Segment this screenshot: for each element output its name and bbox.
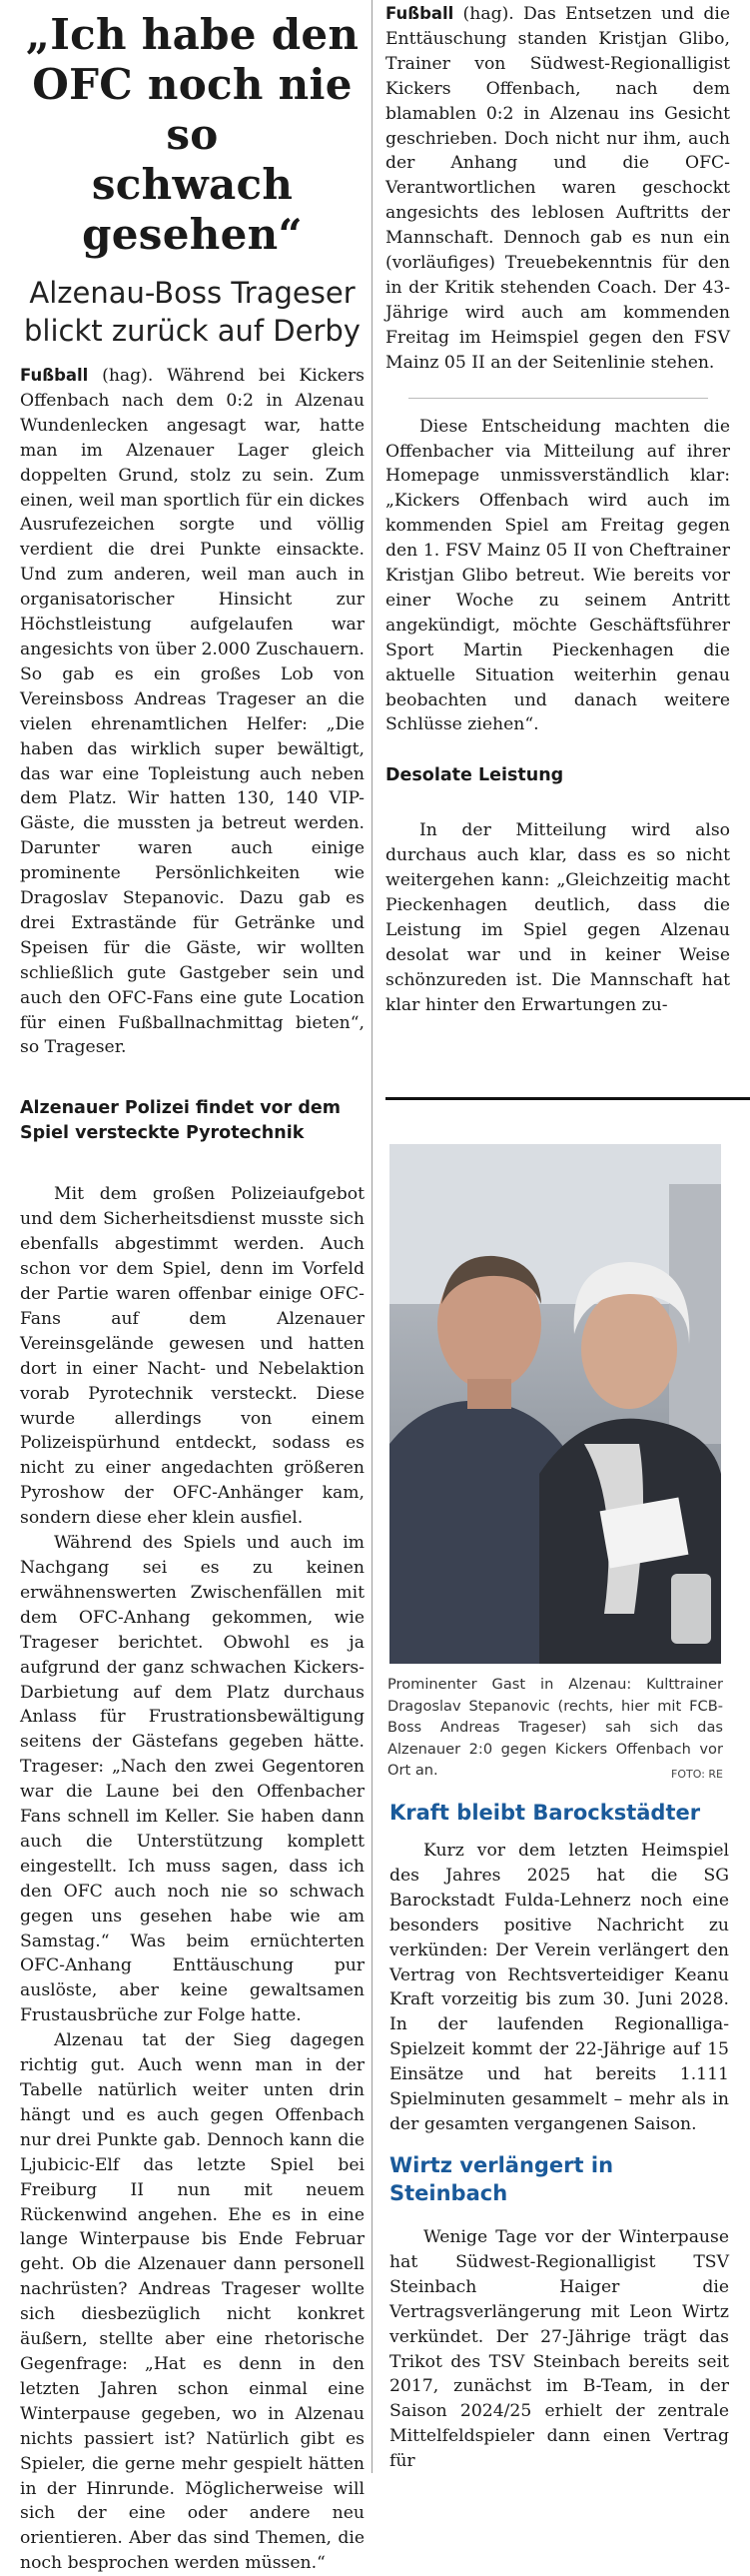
body-paragraph-3: Alzenau tat der Sieg dagegen richtig gut. Auch wenn man in der Tabelle natürlich weiter unten drin hängt und es auch gegen Offenbach nur drei Punkte gab. Dennoch kann die Ljubicic-Elf das letzte Spiel bei Freiburg II nun mit neuem Rückenwind angehen. Ehe es in eine lange Winterpause bis Ende Februar geht. Ob die Alzenauer dann personell nachrüsten? Andreas Trageser wollte sich diesbezüglich nicht konkret äußern, stellte aber eine rhetorische Gegenfrage: „Hat es denn in den letzten Jahren schon einmal eine Winterpause gegeben, wo in Alzenau nichts passiert ist? Natürlich gibt es Spieler, die gerne mehr gespielt hätten in der Hinrunde. Möglicherweise will sich der eine oder andere neu orientieren. Aber das sind Themen, die noch besprochen werden müssen.“ [20, 2030, 365, 2574]
caption-text: Prominenter Gast in Alzenau: Kulttrainer Dragoslav Stepanovic (rechts, hier mit FCB-Boss Andreas Trageser) sah sich das Alzenauer 2:0 gegen Kickers Offenbach vor Ort an. [387, 1676, 723, 1779]
photo-credit: FOTO: RE [671, 1768, 723, 1781]
headline [20, 10, 365, 260]
subheadline [20, 274, 365, 350]
headline-line-2: OFC noch nie so [32, 60, 353, 159]
right-lead-paragraph [385, 2, 730, 376]
right-paragraph-1: Diese Entscheidung machten die Offenbacher via Mitteilung auf ihrer Homepage unmissverständlich klar: „Kickers Offenbach wird auch im kommenden Spiel am Freitag gegen den 1. FSV Mainz 05 II von Cheftrainer Kristjan Glibo betreut. Wie bereits vor einer Woche zu seinem Antritt angekündigt, möchte Geschäftsführer Sport Martin Pieckenhagen die aktuelle Situation weiterhin genau beobachten und danach weitere Schlüsse ziehen“. [385, 416, 730, 735]
left-column [20, 0, 365, 2576]
body-paragraph-2: Während des Spiels und auch im Nachgang sei es zu keinen erwähnenswerten Zwischenfällen mit dem OFC-Anhang gekommen, wie Trageser berichtet. Obwohl es ja aufgrund der ganz schwachen Kickers-Darbietung auf dem Platz durchaus Anlass für Frustrationsbewältigung seitens der Gästefans gegeben hätte. Trageser: „Nach den zwei Gegentoren war die Laune bei den Offenbacher Fans schnell im Keller. Sie haben dann auch die Unterstützung komplett eingestellt. Ich muss sagen, dass ich den OFC auch noch nie so schwach gegen uns gesehen habe wie am Samstag.“ Was beim ernüchterten OFC-Anhang Enttäuschung pur auslöste, aber keine gewaltsamen Frustausbrüche zur Folge hatte. [20, 1533, 365, 2026]
section-title-line-2: Spiel versteckte Pyrotechnik [20, 1123, 305, 1144]
story-wirtz [389, 2151, 729, 2474]
lead-paragraph [20, 364, 365, 1060]
body-paragraph-1: Mit dem großen Polizeiaufgebot und dem Sicherheitsdienst musste sich ebenfalls abgestimmt werden. Auch schon vor dem Spiel, denn im Vorfeld der Partie waren offenbar einige OFC-Fans auf dem Alzenauer Vereinsgelände gewesen und hatten dort in einer Nacht- und Nebelaktion vorab Pyrotechnik versteckt. Diese wurde allerdings von einem Polizeispürhund entdeckt, sodass es nicht zu einer angedachten größeren Pyroshow der OFC-Anhänger kam, sondern diese eher klein ausfiel. [20, 1184, 365, 1529]
section-title-desolate: Desolate Leistung [385, 765, 564, 786]
column-divider [372, 0, 373, 2473]
right-column [385, 0, 730, 1018]
headline-line-3: schwach gesehen“ [82, 160, 303, 259]
section-title-pyrotechnik [20, 1096, 365, 1146]
story-title-kraft: Kraft bleibt Barockstädter [389, 1801, 701, 1825]
section-title-line-1: Alzenauer Polizei findet vor dem [20, 1098, 341, 1119]
right-paragraph-2: In der Mitteilung wird also durchaus auch klar, dass es so nicht weitergehen kann: „Gleichzeitig macht Pieckenhagen deutlich, dass die Leistung im Spiel gegen Alzenau desolat war und in keiner Weise schönzureden ist. Die Mannschaft hat klar hinter den Erwartungen zu- [385, 820, 730, 1015]
photo-illustration [389, 1144, 721, 1664]
subheadline-line-2: blickt zurück auf Derby [24, 314, 361, 348]
lead-text: (hag). Während bei Kickers Offenbach nach dem 0:2 in Alzenau Wundenlecken angesagt war, hatte man im Alzenauer Lager gleich doppelten Grund, stolz zu sein. Zum einen, weil man sportlich für ein dickes Ausrufezeichen sorgte und völlig verdient die drei Punkte einsackte. Und zum anderen, weil man auch in organisatorischer Hinsicht zur Höchstleistung aufgelaufen war angesichts von über 2.000 Zuschauern. So gab es ein großes Lob von Vereinsboss Andreas Trageser an die vielen ehrenamtlichen Helfer: „Die haben das wirklich super bewältigt, das war eine Topleistung auch neben dem Platz. Wir hatten 130, 140 VIP-Gäste, die mussten ja betreut werden. Darunter waren auch einige prominente Persönlichkeiten wie Dragoslav Stepanovic. Dazu gab es drei Extrastände für Getränke und Speisen für die Gäste, wir wollten schließlich gute Gastgeber sein und auch den OFC-Fans eine gute Location für einen Fußballnachmittag bieten“, so Trageser. [20, 366, 365, 1058]
right-lead-text: (hag). Das Entsetzen und die Enttäuschung standen Kristjan Glibo, Trainer von Südwest-Regionalligist Kickers Offenbach, nach dem blamablen 0:2 in Alzenau ins Gesicht geschrieben. Doch nicht nur ihm, auch der Anhang und die OFC-Verantwortlichen waren geschockt angesichts des leblosen Auftritts der Mannschaft. Dennoch gab es nun ein (vorläufiges) Treuebekenntnis für den in der Kritik stehenden Coach. Der 43-Jährige wird auch am kommenden Freitag im Heimspiel gegen den FSV Mainz 05 II an der Seitenlinie stehen. [385, 4, 730, 373]
story-text-wirtz: Wenige Tage vor der Winterpause hat Südwest-Regionalligist TSV Steinbach Haiger die Vertragsverlängerung mit Leon Wirtz verkündet. Der 27-Jährige trägt das Trikot des TSV Steinbach bereits seit 2017, zunächst im B-Team, in der Saison 2024/25 erhielt der zentrale Mittelfeldspieler dann einen Vertrag für [389, 2227, 729, 2472]
photo-stepanovic-trageser [389, 1144, 721, 1664]
lead-keyword: Fußball [20, 366, 89, 385]
story-title-wirtz: Wirtz verlängert in Steinbach [389, 2153, 614, 2205]
story-separator [385, 1097, 750, 1100]
story-text-kraft: Kurz vor dem letzten Heimspiel des Jahres 2025 hat die SG Barockstadt Fulda-Lehnerz noch eine besonders positive Nachricht zu verkünden: Der Verein verlängert den Vertrag von Rechtsverteidiger Keanu Kraft vorzeitig bis zum 30. Juni 2028. In der laufenden Regionalliga-Spielzeit kommt der 22-Jährige auf 15 Einsätze und hat bereits 1.111 Spielminuten gesammelt – mehr als in der gesamten vergangenen Saison. [389, 1841, 729, 2134]
story-kraft [389, 1799, 729, 2137]
right-lead-keyword: Fußball [385, 4, 454, 23]
headline-line-1: „Ich habe den [25, 10, 360, 59]
subheadline-line-1: Alzenau-Boss Trageser [29, 276, 356, 310]
photo-caption [387, 1674, 723, 1782]
photo-caption-block [387, 1674, 723, 1786]
